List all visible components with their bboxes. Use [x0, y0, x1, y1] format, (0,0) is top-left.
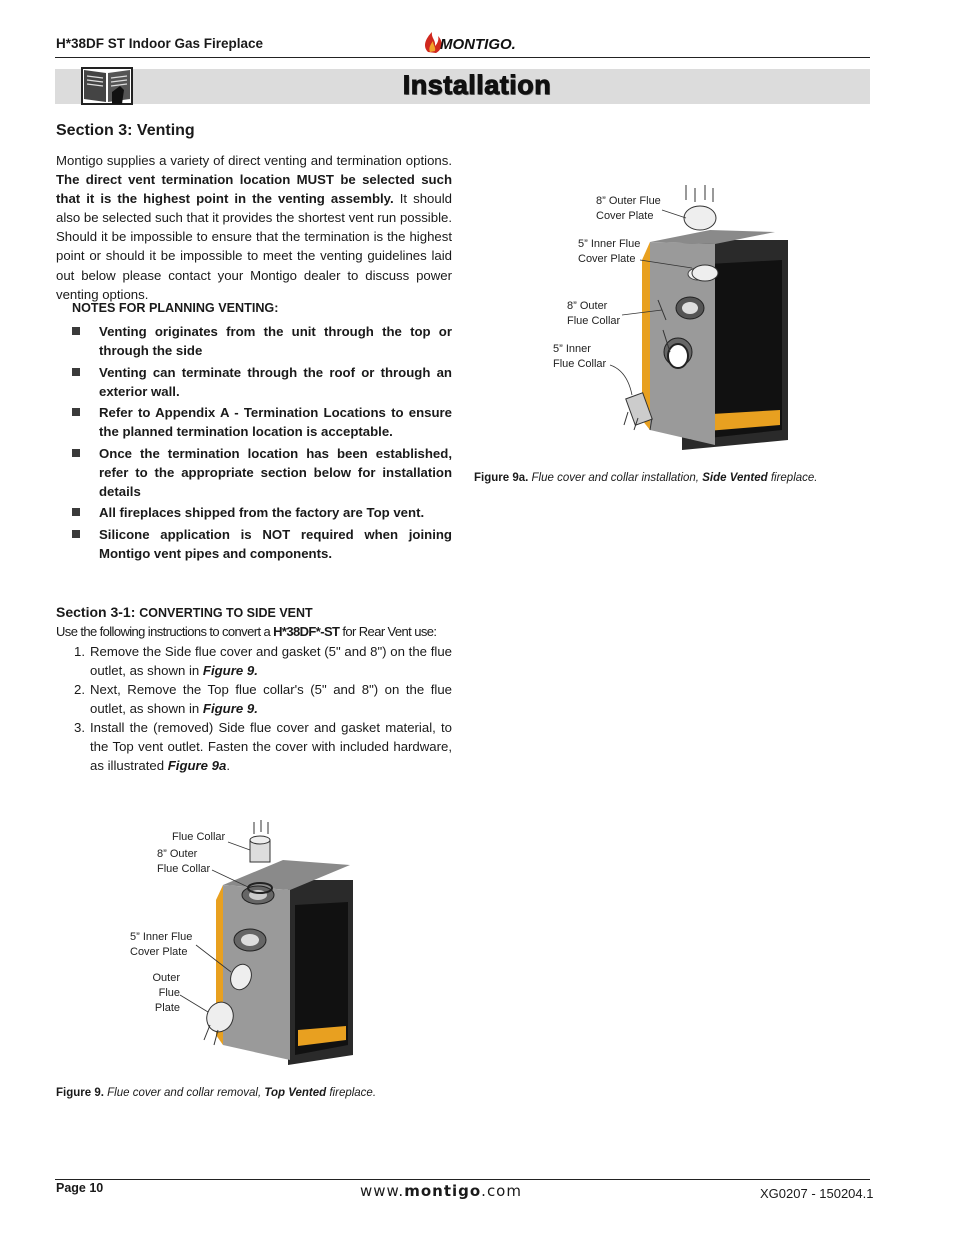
bullet-square-icon	[72, 408, 80, 416]
website-url: www.montigo.com	[360, 1182, 522, 1200]
figure-label: 5” Inner Flue Cover Plate	[130, 931, 193, 958]
list-item: Venting can terminate through the roof or through an exterior wall.	[72, 363, 452, 401]
header-rule	[55, 57, 870, 58]
logo-text: MONTIGO.	[440, 36, 516, 53]
list-item: Once the termination location has been established, refer to the appropriate section below for installation details	[72, 444, 452, 501]
list-item: 2. Next, Remove the Top flue collar's (5" and 8") on the flue outlet, as shown in Figure 9.	[74, 682, 452, 716]
notes-heading: NOTES FOR PLANNING VENTING:	[72, 301, 279, 315]
list-item: 1. Remove the Side flue cover and gasket (5" and 8") on the flue outlet, as shown in Figure 9.	[74, 644, 452, 678]
figure-9-illustration	[128, 820, 368, 1070]
figure-9-caption: Figure 9. Flue cover and collar removal, Top Vented fireplace.	[56, 1087, 377, 1099]
figure-9a-illustration	[550, 180, 810, 455]
figure-label: 8” Outer Flue Collar	[157, 848, 211, 875]
list-item: Refer to Appendix A - Termination Locations to ensure the planned termination location is acceptable.	[72, 403, 452, 441]
list-item: 3. Install the (removed) Side flue cover and gasket material, to the Top vent outlet. Fasten the cover with included hardware, as illustrated Figure 9a.	[74, 720, 452, 773]
bullet-square-icon	[72, 368, 80, 376]
page-number: Page 10	[56, 1181, 104, 1195]
list-item: Venting originates from the unit through the top or through the side	[72, 322, 452, 360]
figure-label: Outer Flue Plate	[152, 972, 180, 1014]
section-3-heading: Section 3: Venting	[56, 122, 195, 139]
figure-label: 5” Inner Flue Collar	[553, 343, 607, 370]
para-warning: The direct vent termination location MUST be selected such that it is the highest point in the venting assembly.	[56, 172, 452, 207]
bullet-square-icon	[72, 508, 80, 516]
bullet-square-icon	[72, 327, 80, 335]
montigo-logo	[418, 26, 518, 56]
figure-label: 5” Inner Flue Cover Plate	[578, 238, 641, 265]
notes-list	[72, 322, 452, 565]
venting-paragraph	[56, 151, 452, 304]
list-item: Silicone application is NOT required when joining Montigo vent pipes and components.	[72, 525, 452, 563]
figure-label: 8” Outer Flue Collar	[567, 300, 621, 327]
document-code: XG0207 - 150204.1	[760, 1186, 874, 1201]
section-3-1-intro: Use the following instructions to convert a H*38DF*-ST for Rear Vent use:	[56, 624, 437, 639]
figure-label: Flue Collar	[172, 831, 226, 843]
bullet-square-icon	[72, 449, 80, 457]
para-text-1: Montigo supplies a variety of direct venting and termination options.	[56, 153, 452, 168]
para-text-2: It should also be selected such that it provides the shortest vent run possible. Should it be impossible to ensure that the termination is the highest point or should it be impossible to meet the venting guidelines laid out below please contact your Montigo dealer to discuss power venting options.	[56, 191, 452, 302]
bullet-square-icon	[72, 530, 80, 538]
section-3-1-heading: Section 3-1: CONVERTING TO SIDE VENT	[56, 604, 313, 620]
figure-label: 8” Outer Flue Cover Plate	[596, 195, 661, 222]
steps-list	[74, 642, 452, 775]
banner-title: Installation	[402, 70, 552, 100]
figure-9a-caption: Figure 9a. Flue cover and collar installation, Side Vented fireplace.	[474, 472, 818, 484]
list-item: All fireplaces shipped from the factory are Top vent.	[72, 503, 452, 522]
document-title: H*38DF ST Indoor Gas Fireplace	[56, 36, 264, 51]
footer-rule	[55, 1179, 870, 1180]
